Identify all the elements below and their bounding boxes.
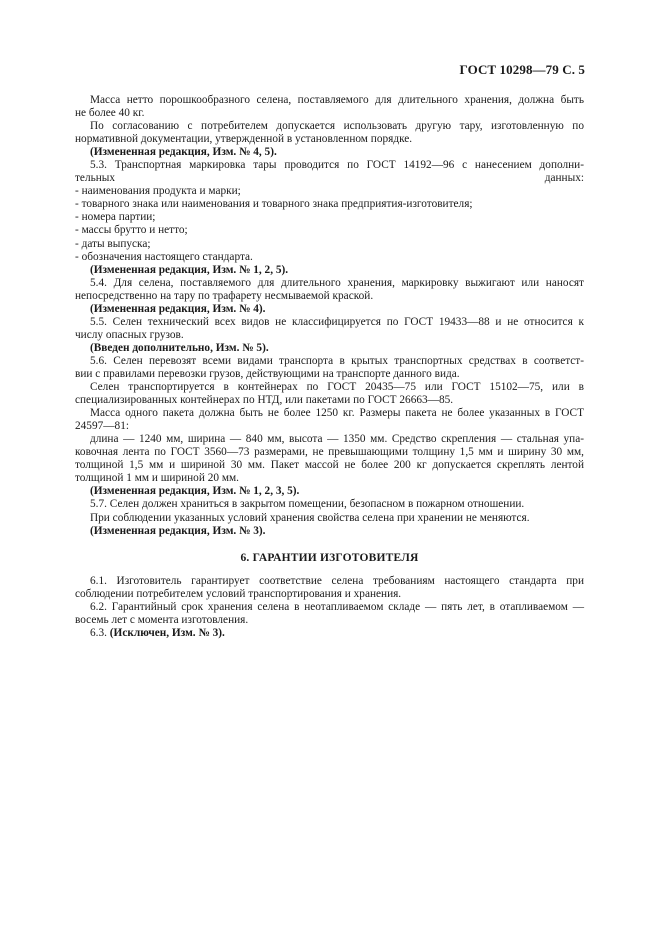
section-6-title: 6. ГАРАНТИИ ИЗГОТОВИТЕЛЯ — [240, 551, 419, 564]
text-line: Масса одного пакета должна быть не более 1250 кг. Размеры пакета не более указанных в ГОСТ — [90, 407, 584, 420]
section-5-body — [75, 94, 584, 538]
text-line: Масса нетто порошкообразного селена, поставляемого для длительного хранения, должна быть — [90, 94, 584, 106]
text-line: толщиной 1,5 мм и шириной 30 мм. Пакет массой не более 200 кг допускается скреплять лентой — [75, 459, 584, 472]
text-line: Селен транспортируется в контейнерах по ГОСТ 20435—75 или ГОСТ 15102—75, или в — [90, 381, 584, 394]
text-line: - даты выпуска; — [75, 237, 151, 250]
text-line: - массы брутто и нетто; — [75, 224, 188, 237]
text-line: толщиной 1 мм и шириной 20 мм. — [75, 472, 239, 485]
text-line: - наименования продукта и марки; — [75, 185, 241, 198]
amendment-note: (Измененная редакция, Изм. № 4). — [90, 302, 266, 315]
text-line: нормативной документации, утвержденной в установленном порядке. — [75, 133, 413, 146]
section-6-body — [75, 575, 584, 627]
text-line: соблюдении потребителем условий транспортирования и хранения. — [75, 587, 402, 600]
text-line: - номера партии; — [75, 211, 156, 224]
amendment-note: (Измененная редакция, Изм. № 3). — [90, 524, 266, 537]
text-line: - обозначения настоящего стандарта. — [75, 250, 253, 263]
clause-6-3 — [75, 627, 584, 640]
amendment-note: (Измененная редакция, Изм. № 1, 2, 3, 5). — [90, 485, 300, 498]
text-line: 5.5. Селен технический всех видов не классифицируется по ГОСТ 19433—88 и не относится к — [90, 315, 584, 328]
text-line: ковочная лента по ГОСТ 3560—73 размерами, не превышающими толщину 1,5 мм и ширину 30 мм, — [75, 446, 584, 459]
amendment-note: (Измененная редакция, Изм. № 1, 2, 5). — [90, 263, 289, 276]
text-line: 6.1. Изготовитель гарантирует соответствие селена требованиям настоящего стандарта при — [90, 574, 584, 587]
text-line: 24597—81: — [75, 420, 129, 433]
page-header: ГОСТ 10298—79 С. 5 — [459, 62, 585, 77]
text-line: При соблюдении указанных условий хранения свойства селена при хранении не меняются. — [90, 511, 530, 524]
text-line: 6.2. Гарантийный срок хранения селена в неотапливаемом складе — пять лет, в отапливаемом — — [90, 600, 584, 613]
text-line: 5.4. Для селена, поставляемого для длительного хранения, маркировку выжигают или наносят — [90, 276, 584, 289]
text-line: 5.3. Транспортная маркировка тары проводится по ГОСТ 14192—96 с нанесением дополни- — [90, 159, 584, 172]
text-line: 5.7. Селен должен храниться в закрытом помещении, безопасном в пожарном отношении. — [90, 498, 525, 511]
text-line: специализированных контейнерах по НТД, или пакетами по ГОСТ 26663—85. — [75, 394, 454, 407]
text-line: По согласованию с потребителем допускается использовать другую тару, изготовленную по — [90, 120, 584, 133]
text-line: вии с правилами перевозки грузов, действующими на транспорте данного вида. — [75, 367, 460, 380]
text-line: 5.6. Селен перевозят всеми видами транспорта в крытых транспортных средствах в соответст- — [90, 354, 584, 367]
text-line: длина — 1240 мм, ширина — 840 мм, высота — 1350 мм. Средство скрепления — стальная упа- — [90, 433, 584, 446]
text-line: непосредственно на тару по трафарету несмываемой краской. — [75, 289, 374, 302]
document-body — [75, 94, 584, 640]
amendment-note: (Введен дополнительно, Изм. № 5). — [90, 341, 269, 354]
text-line: числу опасных грузов. — [75, 328, 184, 341]
clause-6-3-note: (Исключен, Изм. № 3). — [109, 626, 225, 639]
amendment-note: (Измененная редакция, Изм. № 4, 5). — [90, 146, 277, 159]
text-line: восемь лет с момента изготовления. — [75, 613, 249, 626]
clause-6-3-number: 6.3. — [90, 626, 110, 639]
text-line: - товарного знака или наименования и товарного знака предприятия-изготовителя; — [75, 198, 473, 211]
text-line: не более 40 кг. — [75, 107, 145, 120]
text-line: тельных данных: — [75, 172, 584, 185]
